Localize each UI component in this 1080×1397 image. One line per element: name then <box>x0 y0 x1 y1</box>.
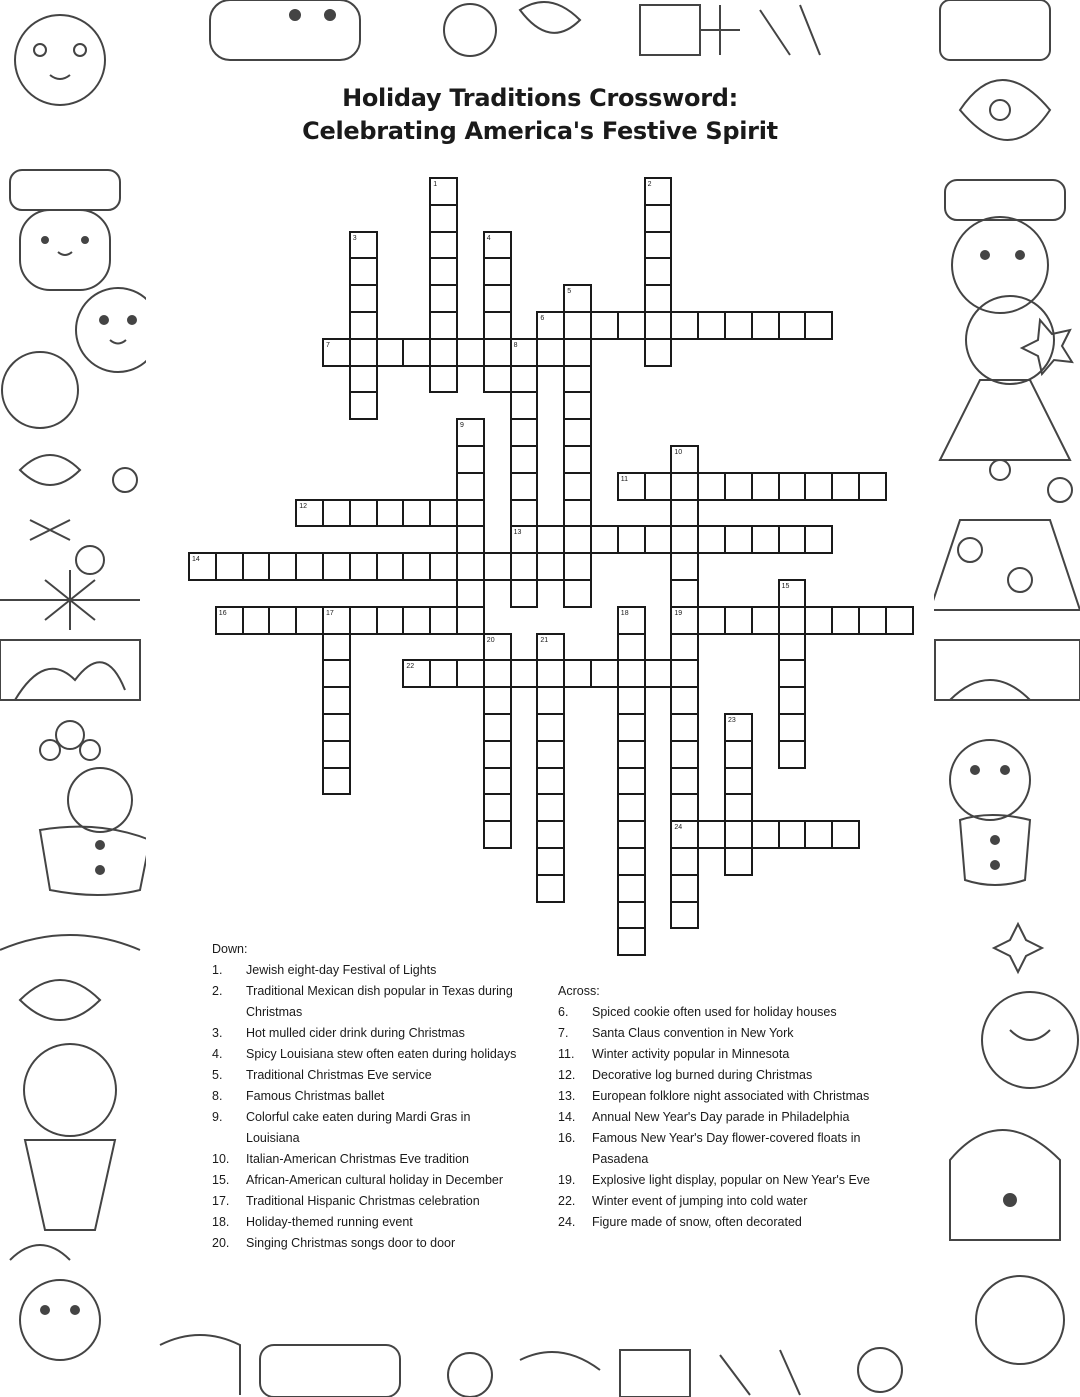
clue-item <box>558 1065 883 1086</box>
grid-cell[interactable] <box>322 767 351 796</box>
clue-number-label: 17 <box>326 609 334 617</box>
grid-cell[interactable] <box>456 659 485 688</box>
grid-cell[interactable] <box>617 525 646 554</box>
clue-number: 13. <box>558 1089 576 1103</box>
clue-item <box>558 1212 883 1233</box>
grid-cell[interactable] <box>563 391 592 420</box>
grid-cell[interactable] <box>456 445 485 474</box>
clue-number-label: 10 <box>674 449 683 456</box>
clue-number: 1. <box>212 963 223 977</box>
grid-cell[interactable] <box>804 525 833 554</box>
grid-cell[interactable] <box>724 820 753 849</box>
clue-item <box>558 1191 883 1212</box>
grid-cell[interactable] <box>778 740 807 769</box>
clue-text: Traditional Mexican dish popular in Texas during Christmas <box>246 984 513 1019</box>
grid-cell[interactable] <box>483 713 512 742</box>
clue-text: Explosive light display, popular on New Year's Eve <box>592 1173 871 1187</box>
clue-number-label: 22 <box>406 663 415 671</box>
clue-text: Decorative log burned during Christmas <box>592 1068 813 1082</box>
grid-cell[interactable] <box>644 311 673 340</box>
grid-cell[interactable] <box>644 204 673 233</box>
grid-cell[interactable] <box>536 713 565 742</box>
grid-cell[interactable] <box>376 606 405 635</box>
grid-cell[interactable] <box>456 579 485 608</box>
clue-number: 4. <box>212 1047 223 1061</box>
clue-number-label: 15 <box>781 583 790 590</box>
grid-cell[interactable] <box>536 686 565 715</box>
grid-cell[interactable] <box>563 418 592 447</box>
clue-item <box>558 1170 883 1191</box>
grid-cell[interactable] <box>885 606 914 635</box>
grid-cell[interactable] <box>349 391 378 420</box>
grid-cell[interactable] <box>322 633 351 662</box>
clue-number-label: 6 <box>540 315 545 322</box>
clue-item <box>212 981 522 1023</box>
grid-cell[interactable] <box>429 257 458 286</box>
grid-cell[interactable] <box>617 713 646 742</box>
grid-cell[interactable] <box>697 606 726 635</box>
grid-cell[interactable] <box>670 525 699 554</box>
clue-number: 5. <box>212 1068 223 1082</box>
grid-cell[interactable] <box>429 338 458 367</box>
top-strip-doodles <box>210 0 820 60</box>
clue-text: Traditional Christmas Eve service <box>246 1068 432 1082</box>
clue-number: 20. <box>212 1236 230 1250</box>
grid-cell[interactable] <box>402 338 431 367</box>
grid-cell[interactable] <box>536 338 565 367</box>
grid-cell[interactable] <box>670 713 699 742</box>
grid-cell[interactable] <box>670 579 699 608</box>
clue-text: Colorful cake eaten during Mardi Gras in Louisiana <box>246 1110 471 1145</box>
grid-cell[interactable] <box>322 552 351 581</box>
clue-number-label: 23 <box>728 717 736 724</box>
clue-number: 14. <box>558 1110 576 1124</box>
grid-cell[interactable] <box>724 311 753 340</box>
grid-cell[interactable] <box>670 311 699 340</box>
clue-number-label: 20 <box>486 636 495 644</box>
grid-cell[interactable] <box>483 793 512 822</box>
grid-cell[interactable] <box>510 579 539 608</box>
grid-cell[interactable] <box>510 552 539 581</box>
grid-cell[interactable] <box>724 472 753 501</box>
grid-cell[interactable] <box>536 820 565 849</box>
clue-number-label: 24 <box>674 824 683 832</box>
page-title <box>146 82 934 148</box>
grid-cell[interactable] <box>670 901 699 930</box>
grid-cell[interactable] <box>242 552 271 581</box>
clue-number: 17. <box>212 1194 230 1208</box>
clue-number: 11. <box>558 1047 575 1061</box>
clue-text: Hot mulled cider drink during Christmas <box>246 1026 465 1040</box>
clue-item <box>212 1065 522 1086</box>
clue-text: Spiced cookie often used for holiday houses <box>592 1005 837 1019</box>
grid-cell[interactable] <box>456 338 485 367</box>
grid-cell[interactable] <box>778 525 807 554</box>
grid-cell[interactable] <box>563 445 592 474</box>
grid-cell[interactable] <box>670 659 699 688</box>
grid-cell[interactable] <box>751 606 780 635</box>
grid-cell[interactable] <box>349 338 378 367</box>
grid-cell[interactable] <box>349 499 378 528</box>
grid-cell[interactable] <box>697 525 726 554</box>
grid-cell[interactable] <box>563 311 592 340</box>
clue-number-label: 19 <box>674 609 683 617</box>
grid-cell[interactable] <box>697 311 726 340</box>
grid-cell[interactable] <box>536 793 565 822</box>
grid-cell[interactable] <box>831 472 860 501</box>
grid-cell[interactable] <box>536 847 565 876</box>
clue-item <box>212 1233 522 1254</box>
grid-cell[interactable] <box>215 552 244 581</box>
grid-cell[interactable] <box>831 606 860 635</box>
clue-number: 6. <box>558 1005 569 1019</box>
grid-cell[interactable] <box>644 525 673 554</box>
grid-cell[interactable] <box>724 606 753 635</box>
clue-text: Spicy Louisiana stew often eaten during holidays <box>246 1047 517 1061</box>
clue-item <box>212 1044 522 1065</box>
clue-text: Traditional Hispanic Christmas celebration <box>246 1194 480 1208</box>
grid-cell[interactable] <box>858 606 887 635</box>
grid-cell[interactable] <box>778 659 807 688</box>
grid-cell[interactable] <box>429 659 458 688</box>
grid-cell[interactable] <box>456 525 485 554</box>
clue-number: 2. <box>212 984 223 998</box>
grid-cell[interactable] <box>483 284 512 313</box>
grid-cell[interactable] <box>429 204 458 233</box>
clue-text: Italian-American Christmas Eve tradition <box>246 1152 469 1166</box>
grid-cell[interactable] <box>697 820 726 849</box>
grid-cell[interactable] <box>483 552 512 581</box>
grid-cell[interactable] <box>670 686 699 715</box>
grid-cell[interactable] <box>617 820 646 849</box>
grid-cell[interactable] <box>644 659 673 688</box>
grid-cell[interactable] <box>724 767 753 796</box>
across-heading: Across: <box>558 984 600 998</box>
grid-cell[interactable] <box>563 499 592 528</box>
grid-cell[interactable] <box>349 311 378 340</box>
down-clue-list <box>212 960 522 1254</box>
across-clue-list <box>558 1002 883 1233</box>
clue-number: 18. <box>212 1215 230 1229</box>
grid-cell[interactable] <box>483 257 512 286</box>
grid-cell[interactable] <box>429 284 458 313</box>
grid-cell[interactable] <box>483 767 512 796</box>
grid-cell[interactable] <box>349 552 378 581</box>
grid-cell[interactable] <box>295 552 324 581</box>
clue-number: 10. <box>212 1152 230 1166</box>
grid-cell[interactable] <box>295 606 324 635</box>
clue-text: Santa Claus convention in New York <box>592 1026 794 1040</box>
grid-cell[interactable] <box>402 499 431 528</box>
grid-cell[interactable] <box>242 606 271 635</box>
grid-cell[interactable] <box>670 874 699 903</box>
grid-cell[interactable] <box>563 659 592 688</box>
grid-cell[interactable] <box>322 740 351 769</box>
grid-cell[interactable] <box>429 365 458 394</box>
grid-cell[interactable] <box>510 659 539 688</box>
clue-text: Holiday-themed running event <box>246 1215 413 1229</box>
clue-item <box>558 1128 883 1170</box>
grid-cell[interactable] <box>617 847 646 876</box>
grid-cell[interactable] <box>456 499 485 528</box>
clue-text: European folklore night associated with Christmas <box>592 1089 870 1103</box>
clue-item <box>558 1002 883 1023</box>
clue-number-label: 5 <box>567 288 572 296</box>
clue-number-label: 21 <box>540 636 549 644</box>
down-heading: Down: <box>212 942 248 956</box>
grid-cell[interactable] <box>804 472 833 501</box>
grid-cell[interactable] <box>644 472 673 501</box>
grid-cell[interactable] <box>483 311 512 340</box>
grid-cell[interactable] <box>563 365 592 394</box>
grid-cell[interactable] <box>376 338 405 367</box>
clue-item <box>212 1212 522 1233</box>
grid-cell[interactable] <box>456 472 485 501</box>
grid-cell[interactable] <box>751 311 780 340</box>
clue-text: African-American cultural holiday in December <box>246 1173 504 1187</box>
grid-cell[interactable] <box>376 552 405 581</box>
grid-cell[interactable] <box>724 740 753 769</box>
grid-cell[interactable] <box>617 686 646 715</box>
grid-cell[interactable] <box>751 525 780 554</box>
clue-number: 7. <box>558 1026 569 1040</box>
grid-cell[interactable] <box>510 499 539 528</box>
clue-text: Jewish eight-day Festival of Lights <box>246 963 437 977</box>
grid-cell[interactable] <box>563 472 592 501</box>
clue-number-label: 2 <box>647 181 652 188</box>
grid-cell[interactable] <box>429 231 458 260</box>
grid-cell[interactable] <box>483 338 512 367</box>
grid-cell[interactable] <box>644 338 673 367</box>
grid-cell[interactable] <box>483 659 512 688</box>
grid-cell[interactable] <box>858 472 887 501</box>
clue-number-label: 13 <box>513 529 522 537</box>
grid-cell[interactable] <box>617 874 646 903</box>
grid-cell[interactable] <box>644 231 673 260</box>
clue-number-label: 11 <box>620 475 629 483</box>
grid-cell[interactable] <box>510 418 539 447</box>
clue-number: 9. <box>212 1110 223 1124</box>
grid-cell[interactable] <box>670 847 699 876</box>
clue-number-label: 1 <box>433 181 438 188</box>
grid-cell[interactable] <box>268 552 297 581</box>
grid-cell[interactable] <box>268 606 297 635</box>
clue-number: 8. <box>212 1089 223 1103</box>
grid-cell[interactable] <box>429 499 458 528</box>
grid-cell[interactable] <box>644 284 673 313</box>
grid-cell[interactable] <box>510 365 539 394</box>
grid-cell[interactable] <box>590 525 619 554</box>
grid-cell[interactable] <box>483 365 512 394</box>
grid-cell[interactable] <box>778 633 807 662</box>
grid-cell[interactable] <box>536 659 565 688</box>
grid-cell[interactable] <box>724 793 753 822</box>
clue-number: 16. <box>558 1131 576 1145</box>
clue-item <box>558 1023 883 1044</box>
grid-cell[interactable] <box>429 311 458 340</box>
grid-cell[interactable] <box>670 633 699 662</box>
grid-cell[interactable] <box>778 472 807 501</box>
grid-cell[interactable] <box>751 820 780 849</box>
across-clues <box>558 981 883 1233</box>
grid-cell[interactable] <box>563 579 592 608</box>
grid-cell[interactable] <box>563 552 592 581</box>
clue-number: 24. <box>558 1215 576 1229</box>
grid-cell[interactable] <box>456 552 485 581</box>
clue-number-label: 4 <box>486 234 491 242</box>
grid-cell[interactable] <box>617 659 646 688</box>
clue-item <box>558 1044 883 1065</box>
grid-cell[interactable] <box>804 311 833 340</box>
grid-cell[interactable] <box>536 874 565 903</box>
grid-cell[interactable] <box>617 927 646 956</box>
grid-cell[interactable] <box>322 686 351 715</box>
clue-number-label: 12 <box>299 502 307 510</box>
grid-cell[interactable] <box>778 311 807 340</box>
clue-number: 15. <box>212 1173 230 1187</box>
clue-text: Famous New Year's Day flower-covered floats in Pasadena <box>592 1131 861 1166</box>
clue-number-label: 3 <box>352 234 357 242</box>
grid-cell[interactable] <box>778 606 807 635</box>
grid-cell[interactable] <box>510 472 539 501</box>
clue-item <box>212 1149 522 1170</box>
grid-cell[interactable] <box>536 525 565 554</box>
title-line-2: Celebrating America's Festive Spirit <box>302 117 778 145</box>
grid-cell[interactable] <box>670 793 699 822</box>
clue-text: Winter event of jumping into cold water <box>592 1194 808 1208</box>
grid-cell[interactable] <box>751 472 780 501</box>
grid-cell[interactable] <box>617 901 646 930</box>
right-strip-doodles <box>930 0 1080 1364</box>
grid-cell[interactable] <box>563 338 592 367</box>
clue-text: Singing Christmas songs door to door <box>246 1236 456 1250</box>
grid-cell[interactable] <box>670 499 699 528</box>
grid-cell[interactable] <box>536 552 565 581</box>
grid-cell[interactable] <box>617 740 646 769</box>
grid-cell[interactable] <box>804 820 833 849</box>
grid-cell[interactable] <box>644 257 673 286</box>
grid-cell[interactable] <box>563 525 592 554</box>
down-clues <box>212 939 522 1254</box>
grid-cell[interactable] <box>402 606 431 635</box>
grid-cell[interactable] <box>617 633 646 662</box>
grid-cell[interactable] <box>483 686 512 715</box>
bottom-strip-doodles <box>160 1335 902 1397</box>
clue-number-label: 7 <box>326 341 330 349</box>
clue-item <box>212 1170 522 1191</box>
title-line-1: Holiday Traditions Crossword: <box>342 84 738 112</box>
clue-item <box>212 1086 522 1107</box>
clue-number-label: 16 <box>218 609 227 617</box>
clue-number: 3. <box>212 1026 223 1040</box>
grid-cell[interactable] <box>322 499 351 528</box>
clue-item <box>558 1086 883 1107</box>
grid-cell[interactable] <box>510 445 539 474</box>
grid-cell[interactable] <box>510 391 539 420</box>
clue-number: 12. <box>558 1068 576 1082</box>
grid-cell[interactable] <box>349 284 378 313</box>
grid-cell[interactable] <box>778 820 807 849</box>
grid-cell[interactable] <box>778 686 807 715</box>
grid-cell[interactable] <box>376 499 405 528</box>
clue-number-label: 8 <box>513 341 518 349</box>
grid-cell[interactable] <box>617 767 646 796</box>
grid-cell[interactable] <box>322 659 351 688</box>
grid-cell[interactable] <box>536 767 565 796</box>
grid-cell[interactable] <box>617 311 646 340</box>
grid-cell[interactable] <box>697 472 726 501</box>
clue-text: Figure made of snow, often decorated <box>592 1215 802 1229</box>
grid-cell[interactable] <box>670 767 699 796</box>
grid-cell[interactable] <box>724 525 753 554</box>
clue-item <box>212 1023 522 1044</box>
clue-text: Famous Christmas ballet <box>246 1089 385 1103</box>
clue-item <box>212 960 522 981</box>
grid-cell[interactable] <box>456 606 485 635</box>
clue-text: Annual New Year's Day parade in Philadelphia <box>592 1110 850 1124</box>
clue-number-label: 9 <box>460 422 464 430</box>
grid-cell[interactable] <box>804 606 833 635</box>
grid-cell[interactable] <box>349 606 378 635</box>
left-strip-doodles <box>0 15 160 1360</box>
grid-cell[interactable] <box>831 820 860 849</box>
grid-cell[interactable] <box>724 847 753 876</box>
grid-cell[interactable] <box>429 552 458 581</box>
clue-item <box>212 1191 522 1212</box>
clue-number: 22. <box>558 1194 576 1208</box>
grid-cell[interactable] <box>349 365 378 394</box>
clue-number: 19. <box>558 1173 576 1187</box>
grid-cell[interactable] <box>670 740 699 769</box>
grid-cell[interactable] <box>670 552 699 581</box>
grid-cell[interactable] <box>590 311 619 340</box>
grid-cell[interactable] <box>402 552 431 581</box>
grid-cell[interactable] <box>483 820 512 849</box>
grid-cell[interactable] <box>590 659 619 688</box>
clue-item <box>212 1107 522 1149</box>
clue-text: Winter activity popular in Minnesota <box>592 1047 790 1061</box>
grid-cell[interactable] <box>778 713 807 742</box>
grid-cell[interactable] <box>536 740 565 769</box>
grid-cell[interactable] <box>617 793 646 822</box>
grid-cell[interactable] <box>483 740 512 769</box>
grid-cell[interactable] <box>322 713 351 742</box>
clue-item <box>558 1107 883 1128</box>
clue-number-label: 18 <box>620 609 629 617</box>
grid-cell[interactable] <box>429 606 458 635</box>
clue-number-label: 14 <box>192 556 200 564</box>
grid-cell[interactable] <box>670 472 699 501</box>
grid-cell[interactable] <box>349 257 378 286</box>
